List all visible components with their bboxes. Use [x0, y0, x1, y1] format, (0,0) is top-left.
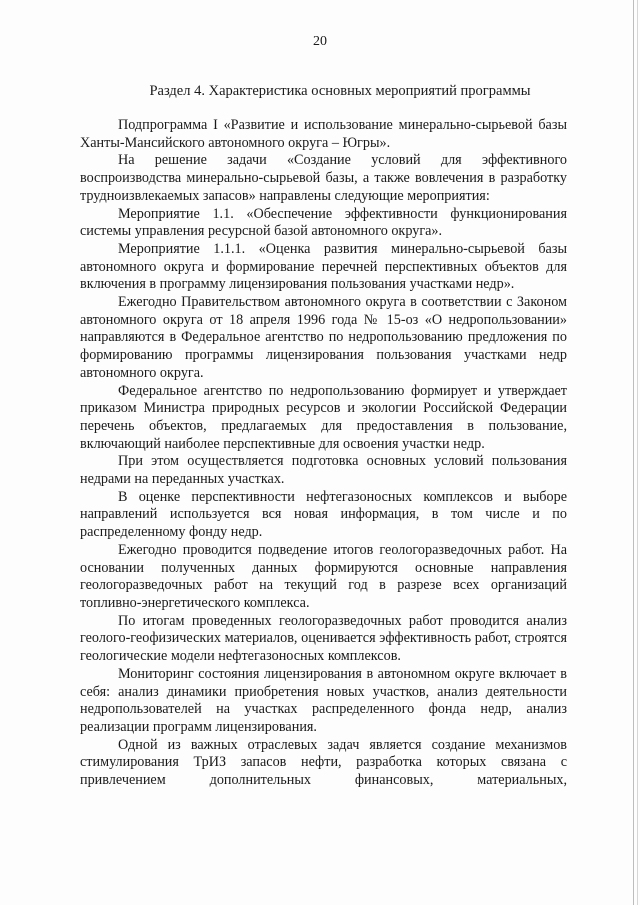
paragraph: Мероприятие 1.1. «Обеспечение эффективности функционирования системы управления ресурсной базой автономного округа». [80, 205, 567, 240]
paragraph: Мониторинг состояния лицензирования в автономном округе включает в себя: анализ динамики приобретения новых участков, анализ деятельности недропользователей на участках распределенного фонда недр, анализ реализации программ лицензирования. [80, 665, 567, 735]
paragraph: Ежегодно проводится подведение итогов геологоразведочных работ. На основании полученных данных формируются основные направления геологоразведочных работ на текущий год в разрезе всех организаций топливно-энергетического комплекса. [80, 541, 567, 611]
paragraph: В оценке перспективности нефтегазоносных комплексов и выборе направлений используется вся новая информация, в том числе и по распределенному фонду недр. [80, 488, 567, 541]
scan-edge-line [633, 0, 634, 905]
paragraph: Ежегодно Правительством автономного округа в соответствии с Законом автономного округа от 18 апреля 1996 года № 15-оз «О недропользовании» направляются в Федеральное агентство по недропользованию предложения по формированию программы лицензирования пользования участками недр автономного округа. [80, 294, 567, 381]
section-title: Раздел 4. Характеристика основных мероприятий программы [149, 83, 531, 99]
paragraph: При этом осуществляется подготовка основных условий пользования недрами на переданных участках. [80, 453, 567, 488]
body-text [80, 117, 567, 790]
page-number: 20 [313, 34, 327, 49]
paragraph: Подпрограмма I «Развитие и использование минерально-сырьевой базы Ханты-Мансийского автономного округа – Югры». [80, 117, 567, 151]
paragraph: На решение задачи «Создание условий для эффективного воспроизводства минерально-сырьевой базы, а также вовлечения в разработку трудноизвлекаемых запасов» направлены следующие мероприятия: [80, 152, 567, 204]
paragraph: Мероприятие 1.1.1. «Оценка развития минерально-сырьевой базы автономного округа и формирование перечней перспективных объектов для включения в программу лицензирования пользования участками недр». [80, 240, 567, 293]
paragraph-last: Одной из важных отраслевых задач является создание механизмов стимулирования ТрИЗ запасов нефти, разработка которых связана с привлечением дополнительных финансовых, материальных, [80, 736, 567, 789]
scan-edge-line [637, 0, 638, 905]
paragraph: По итогам проведенных геологоразведочных работ проводится анализ геолого-геофизических материалов, оценивается эффективность работ, строятся геологические модели нефтегазоносных комплексов. [80, 612, 567, 665]
paragraph: Федеральное агентство по недропользованию формирует и утверждает приказом Министра природных ресурсов и экологии Российской Федерации перечень объектов, предлагаемых для предоставления в пользование, включающий наиболее перспективные для освоения участки недр. [80, 382, 567, 452]
